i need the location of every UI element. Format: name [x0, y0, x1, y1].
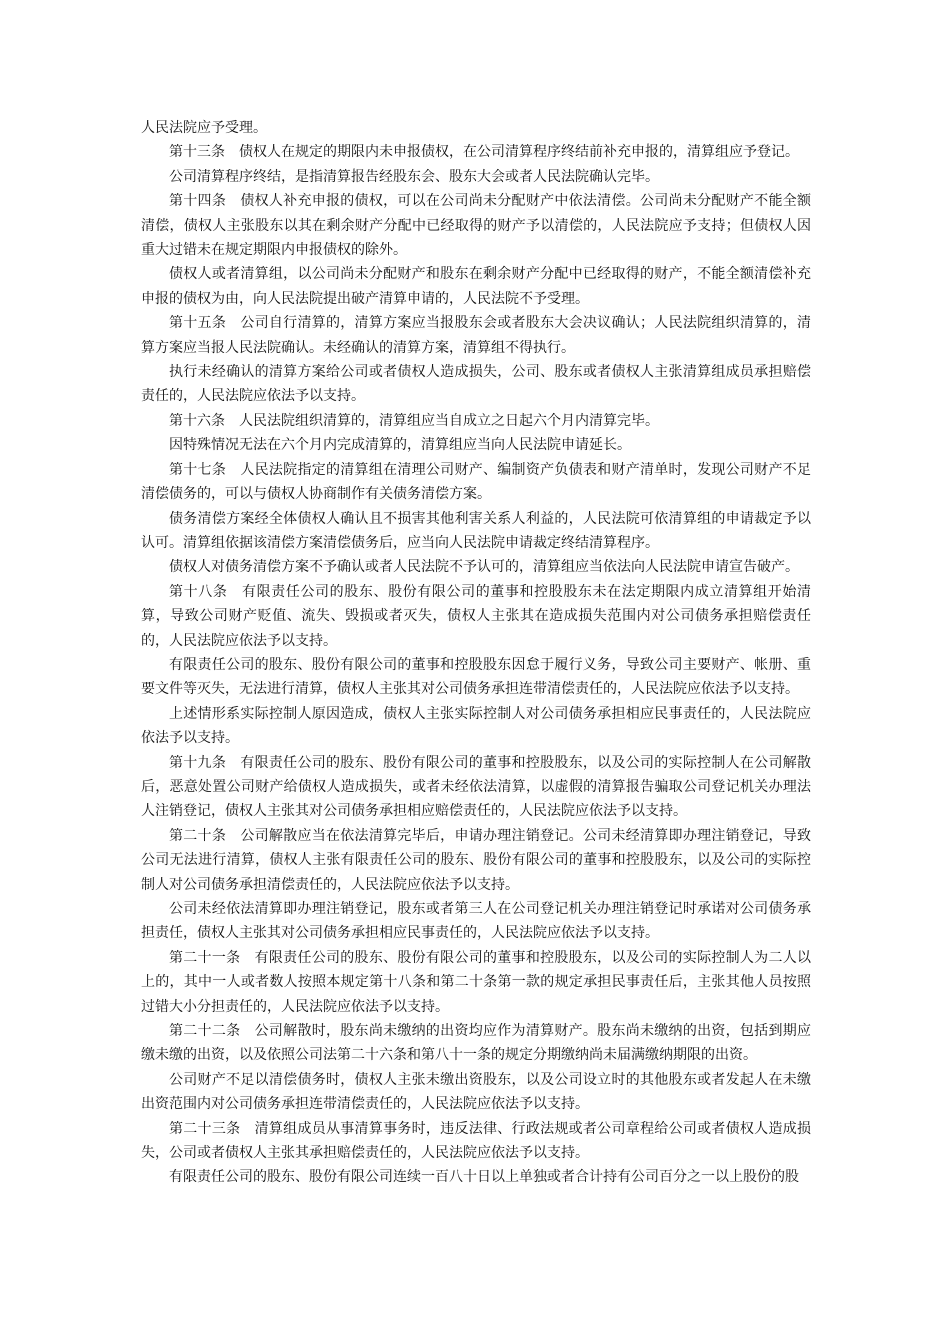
document-page — [141, 116, 811, 1190]
article-19: 第十九条 有限责任公司的股东、股份有限公司的董事和控股股东，以及公司的实际控制人在公司解散后，恶意处置公司财产给债权人造成损失，或者未经依法清算，以虚假的清算报告骗取公司登记机关办理法人注销登记，债权人主张其对公司债务承担相应赔偿责任的，人民法院应依法予以支持。 — [141, 754, 811, 820]
paragraph-1: 人民法院应予受理。 — [141, 120, 267, 136]
article-13: 第十三条 债权人在规定的期限内未申报债权，在公司清算程序终结前补充申报的，清算组应予登记。 — [169, 144, 799, 161]
paragraph-18: 公司未经依法清算即办理注销登记，股东或者第三人在公司登记机关办理注销登记时承诺对公司债务承担责任，债权人主张其对公司债务承担相应民事责任的，人民法院应依法予以支持。 — [141, 901, 811, 942]
article-18: 第十八条 有限责任公司的股东、股份有限公司的董事和控股股东未在法定期限内成立清算组开始清算，导致公司财产贬值、流失、毁损或者灭失，债权人主张其在造成损失范围内对公司债务承担赔偿责任的，人民法院应依法予以支持。 — [141, 583, 811, 649]
article-23: 第二十三条 清算组成员从事清算事务时，违反法律、行政法规或者公司章程给公司或者债权人造成损失，公司或者债权人主张其承担赔偿责任的，人民法院应依法予以支持。 — [141, 1120, 811, 1162]
paragraph-23: 有限责任公司的股东、股份有限公司连续一百八十日以上单独或者合计持有公司百分之一以上股份的股 — [169, 1169, 799, 1186]
article-14: 第十四条 债权人补充申报的债权，可以在公司尚未分配财产中依法清偿。公司尚未分配财产不能全额清偿，债权人主张股东以其在剩余财产分配中已经取得的财产予以清偿的，人民法院应予支持；但债权人因重大过错未在规定期限内申报债权的除外。 — [141, 193, 811, 259]
paragraph-12: 债权人对债务清偿方案不予确认或者人民法院不予认可的，清算组应当依法向人民法院申请宣告破产。 — [169, 559, 799, 576]
article-15: 第十五条 公司自行清算的，清算方案应当报股东会或者股东大会决议确认；人民法院组织清算的，清算方案应当报人民法院确认。未经确认的清算方案，清算组不得执行。 — [141, 315, 811, 356]
paragraph-7: 执行未经确认的清算方案给公司或者债权人造成损失，公司、股东或者债权人主张清算组成员承担赔偿责任的，人民法院应依法予以支持。 — [141, 364, 811, 405]
paragraph-11: 债务清偿方案经全体债权人确认且不损害其他利害关系人利益的，人民法院可依清算组的申请裁定予以认可。清算组依据该清偿方案清偿债务后，应当向人民法院申请裁定终结清算程序。 — [141, 510, 811, 551]
article-16: 第十六条 人民法院组织清算的，清算组应当自成立之日起六个月内清算完毕。 — [169, 412, 659, 429]
article-21: 第二十一条 有限责任公司的股东、股份有限公司的董事和控股股东，以及公司的实际控制人为二人以上的，其中一人或者数人按照本规定第十八条和第二十条第一款的规定承担民事责任后，主张其他人员按照过错大小分担责任的，人民法院应依法予以支持。 — [141, 949, 811, 1015]
paragraph-15: 上述情形系实际控制人原因造成，债权人主张实际控制人对公司债务承担相应民事责任的，人民法院应依法予以支持。 — [141, 705, 811, 747]
paragraph-5: 债权人或者清算组，以公司尚未分配财产和股东在剩余财产分配中已经取得的财产，不能全额清偿补充申报的债权为由，向人民法院提出破产清算申请的，人民法院不予受理。 — [141, 266, 811, 307]
paragraph-9: 因特殊情况无法在六个月内完成清算的，清算组应当向人民法院申请延长。 — [169, 437, 631, 454]
paragraph-21: 公司财产不足以清偿债务时，债权人主张未缴出资股东，以及公司设立时的其他股东或者发起人在未缴出资范围内对公司债务承担连带清偿责任的，人民法院应依法予以支持。 — [141, 1071, 811, 1113]
article-17: 第十七条 人民法院指定的清算组在清理公司财产、编制资产负债表和财产清单时，发现公司财产不足清偿债务的，可以与债权人协商制作有关债务清偿方案。 — [141, 461, 811, 503]
paragraph-3: 公司清算程序终结，是指清算报告经股东会、股东大会或者人民法院确认完毕。 — [169, 168, 659, 185]
paragraph-14: 有限责任公司的股东、股份有限公司的董事和控股股东因怠于履行义务，导致公司主要财产、帐册、重要文件等灭失，无法进行清算，债权人主张其对公司债务承担连带清偿责任的，人民法院应依法予以支持。 — [141, 656, 811, 698]
article-20: 第二十条 公司解散应当在依法清算完毕后，申请办理注销登记。公司未经清算即办理注销登记，导致公司无法进行清算，债权人主张有限责任公司的股东、股份有限公司的董事和控股股东，以及公司的实际控制人对公司债务承担清偿责任的，人民法院应依法予以支持。 — [141, 827, 811, 893]
article-22: 第二十二条 公司解散时，股东尚未缴纳的出资均应作为清算财产。股东尚未缴纳的出资，包括到期应缴未缴的出资，以及依照公司法第二十六条和第八十一条的规定分期缴纳尚未届满缴纳期限的出资。 — [141, 1023, 811, 1064]
